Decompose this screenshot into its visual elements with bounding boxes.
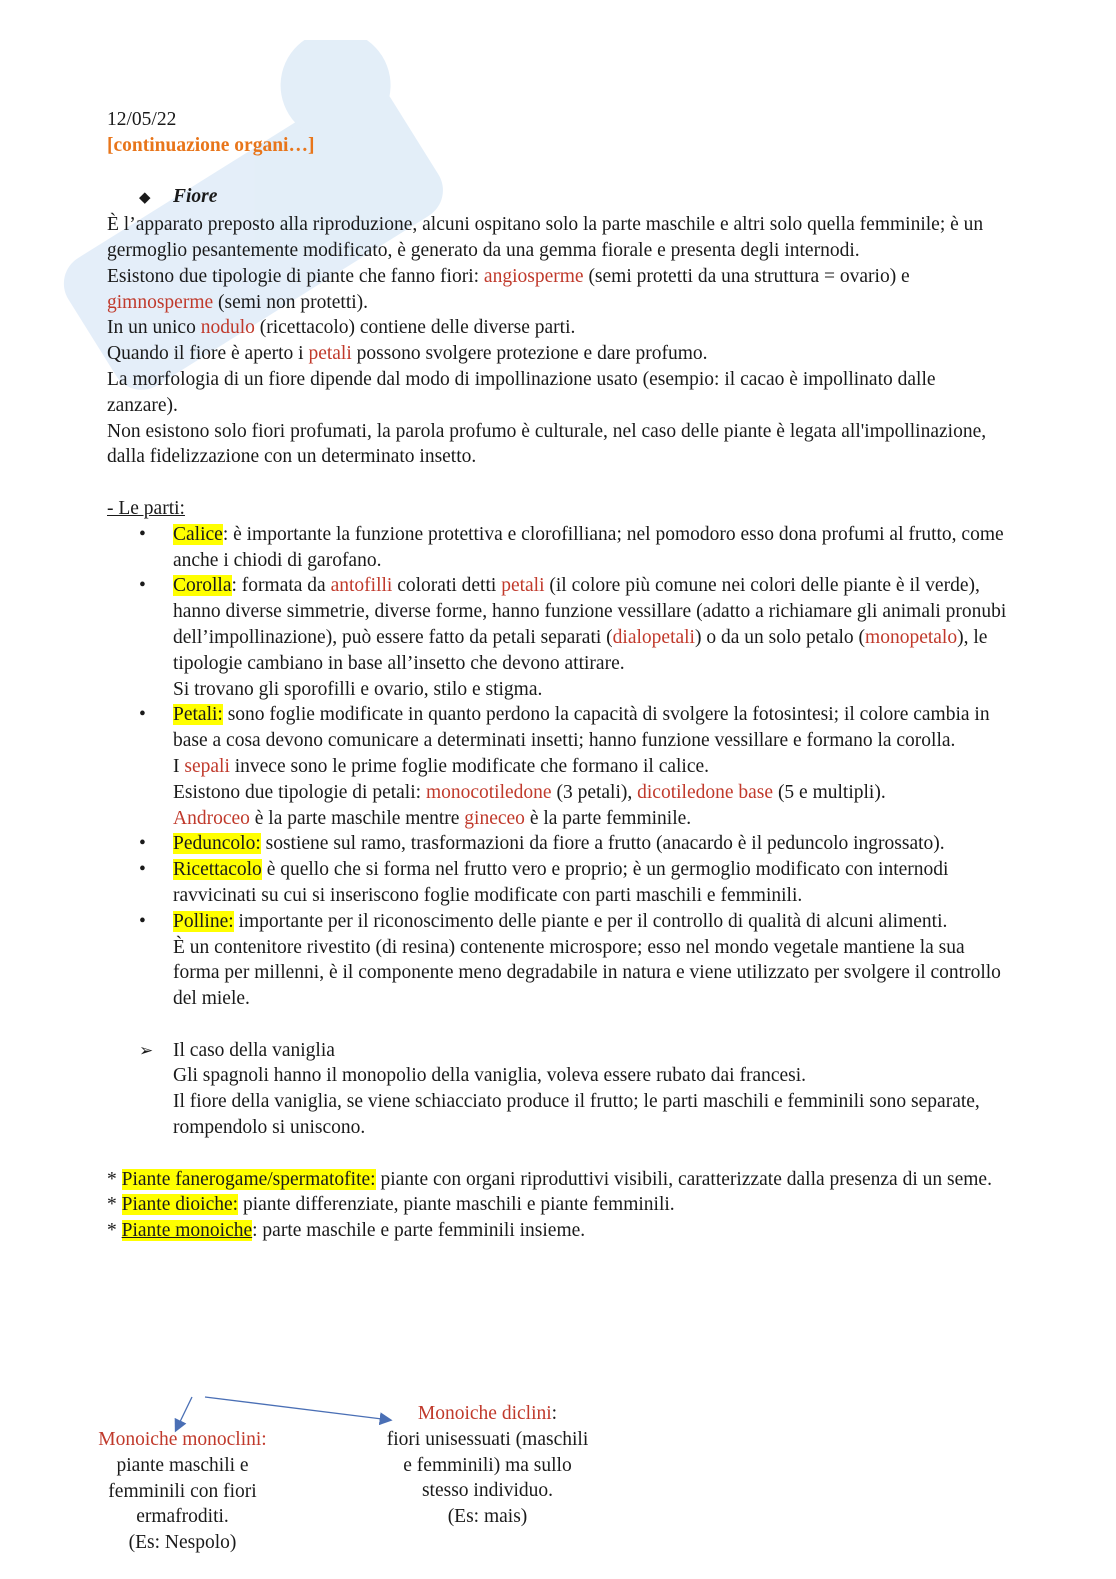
intro-p5: La morfologia di un fiore dipende dal modo di impollinazione usato (esempio: il cacao è impollinato dalle zanzare). (107, 368, 936, 416)
arrow-to-monoclini (176, 1397, 192, 1430)
text: possono svolgere protezione e dare profumo. (351, 343, 708, 365)
section-title: [continuazione organi…] (107, 134, 315, 156)
text: è la parte femminile. (524, 807, 692, 829)
fiore-heading (139, 184, 1007, 212)
text: (ricettacolo) contiene delle diverse parti. (254, 317, 576, 339)
term-fanerogame: Piante fanerogame/spermatofite: (121, 1168, 376, 1190)
term-gimnosperme: gimnosperme (107, 291, 214, 313)
term-angiosperme: angiosperme (483, 265, 584, 287)
text: È un contenitore rivestito (di resina) contenente microspore; esso nel mondo vegetale mantiene la sua forma per millenni, è il componente meno degradabile in natura e viene utilizzato per svolgere il controllo del miele. (173, 936, 1001, 1010)
bullet-icon: • (139, 859, 146, 881)
document-body (107, 107, 1007, 1244)
list-item (107, 573, 1007, 702)
vaniglia-section (107, 1038, 1007, 1141)
text: Gli spagnoli hanno il monopolio della vaniglia, voleva essere rubato dai francesi. (173, 1065, 807, 1087)
parts-heading: - Le parti: (107, 497, 185, 519)
term-gineceo: gineceo (464, 807, 525, 829)
text: (il colore più comune nei colori delle piante è il verde), hanno diverse simmetrie, diverse forme, hanno funzione vessillare (adatto a richiamare gli animali pronubi dell’impollinazione), può essere fatto da petali separati ( (173, 575, 1007, 648)
date: 12/05/22 (107, 109, 177, 130)
bullet-icon: • (139, 704, 146, 726)
term-monoiche: Piante monoiche (121, 1220, 253, 1242)
text: piante differenziate, piante maschili e piante femminili. (238, 1194, 675, 1216)
term-petali: petali (308, 343, 352, 365)
text: invece sono le prime foglie modificate che formano il calice. (229, 755, 710, 777)
list-item (107, 909, 1007, 1012)
text: è la parte maschile mentre (249, 807, 465, 829)
text: (Es: mais) (447, 1506, 528, 1528)
text: Quando il fiore è aperto i (107, 343, 309, 365)
text: * (107, 1194, 122, 1216)
text: Esistono due tipologie di piante che fanno fiori: (107, 265, 484, 287)
bullet-icon: • (139, 575, 146, 597)
definition-fanerogame (107, 1167, 1007, 1193)
list-item (107, 857, 1007, 909)
list-item (107, 522, 1007, 574)
intro-p4 (107, 341, 1007, 367)
text: sono foglie modificate in quanto perdono la capacità di svolgere la fotosintesi; il colore cambia in base a cosa devono comunicare a determinati insetti; hanno funzione vessillare e formano la corolla. (173, 704, 990, 752)
term-nodulo: nodulo (200, 317, 255, 339)
text: : (551, 1403, 558, 1424)
text: (semi non protetti). (213, 291, 369, 313)
term-dioiche: Piante dioiche: (121, 1194, 239, 1216)
text: : è importante la funzione protettiva e clorofilliana; nel pomodoro esso dona profumi al frutto, come anche i chiodi di garofano. (173, 523, 1004, 571)
text: I (173, 755, 185, 777)
term-peduncolo: Peduncolo: (173, 833, 261, 855)
intro-p1: È l’apparato preposto alla riproduzione, alcuni ospitano solo la parte maschile e altri solo quella femminile; è un germoglio pesantemente modificato, è generato da una gemma fiorale e presenta degli internodi. (107, 214, 984, 261)
diclini-box (355, 1401, 620, 1530)
text: sostiene sul ramo, trasformazioni da fiore a frutto (anacardo è il peduncolo ingrossato). (260, 833, 945, 855)
text: * (107, 1168, 122, 1190)
definition-monoiche (107, 1218, 1007, 1244)
text: ), le tipologie cambiano in base all’insetto che devono attirare. (173, 626, 988, 674)
parts-list (107, 522, 1007, 1012)
list-item (107, 831, 1007, 857)
diamond-bullet-icon: ◆ (139, 190, 151, 207)
intro-p3 (107, 315, 1007, 341)
term-monopetalo: monopetalo (865, 626, 958, 648)
text: (3 petali), (551, 781, 638, 803)
bullet-icon: • (139, 833, 146, 855)
term-petali: petali (501, 575, 545, 597)
term-monocotiledone: monocotiledone (425, 781, 552, 803)
text: e femminili) ma sullo (403, 1454, 572, 1476)
term-petali-heading: Petali: (173, 704, 223, 726)
intro-p6: Non esistono solo fiori profumati, la parola profumo è culturale, nel caso delle piante è legata all'impollinazione, dalla fidelizzazione con un determinato insetto. (107, 420, 987, 468)
diclini-title: Monoiche diclini (417, 1403, 552, 1424)
bullet-icon: • (139, 523, 146, 545)
monoclini-box (80, 1427, 285, 1556)
text: femminili con fiori (108, 1480, 257, 1502)
text: colorati detti (392, 575, 502, 597)
definition-dioiche (107, 1192, 1007, 1218)
text: stesso individuo. (421, 1480, 554, 1502)
fiore-heading-label: Fiore (173, 186, 218, 208)
vaniglia-title: Il caso della vaniglia (173, 1039, 335, 1061)
term-androceo: Androceo (173, 807, 250, 829)
term-polline: Polline: (173, 910, 234, 932)
text: * (107, 1220, 122, 1242)
bullet-icon: • (139, 910, 146, 932)
term-dialopetali: dialopetali (612, 626, 695, 648)
term-antofilli: antofilli (330, 575, 393, 597)
text: (5 e multipli). (773, 781, 886, 803)
term-sepali: sepali (184, 755, 230, 777)
arrow-bullet-icon: ➢ (139, 1040, 154, 1060)
monoclini-title: Monoiche monoclini: (98, 1429, 267, 1450)
text: importante per il riconoscimento delle piante e per il controllo di qualità di alcuni alimenti. (233, 910, 948, 932)
text: Si trovano gli sporofilli e ovario, stilo e stigma. (173, 678, 543, 700)
list-item (107, 702, 1007, 831)
text: fiori unisessuati (maschili (386, 1428, 589, 1450)
term-dicotiledone: dicotiledone base (637, 781, 774, 803)
text: è quello che si forma nel frutto vero e proprio; è un germoglio modificato con internodi ravvicinati su cui si inseriscono foglie modificate con parti maschili e femminili. (173, 859, 949, 906)
term-ricettacolo: Ricettacolo (173, 859, 262, 881)
text: ermafroditi. (136, 1506, 229, 1528)
term-calice: Calice (173, 523, 223, 545)
text: : formata da (231, 575, 331, 597)
text: Esistono due tipologie di petali: (173, 781, 426, 803)
text: In un unico (107, 317, 201, 339)
text: piante con organi riproduttivi visibili, caratterizzate dalla presenza di un seme. (375, 1168, 992, 1190)
text: piante maschili e (116, 1454, 249, 1476)
text: (Es: Nespolo) (128, 1532, 237, 1554)
text: Il fiore della vaniglia, se viene schiacciato produce il frutto; le parti maschili e femminili sono separate, rompendolo si uniscono. (173, 1091, 980, 1139)
text: (semi protetti da una struttura = ovario) e (583, 265, 910, 287)
text: ) o da un solo petalo ( (694, 626, 866, 648)
text: : parte maschile e parte femminili insieme. (252, 1220, 586, 1242)
intro-p2 (107, 264, 1007, 316)
definitions (107, 1167, 1007, 1244)
term-corolla: Corolla (173, 575, 232, 597)
